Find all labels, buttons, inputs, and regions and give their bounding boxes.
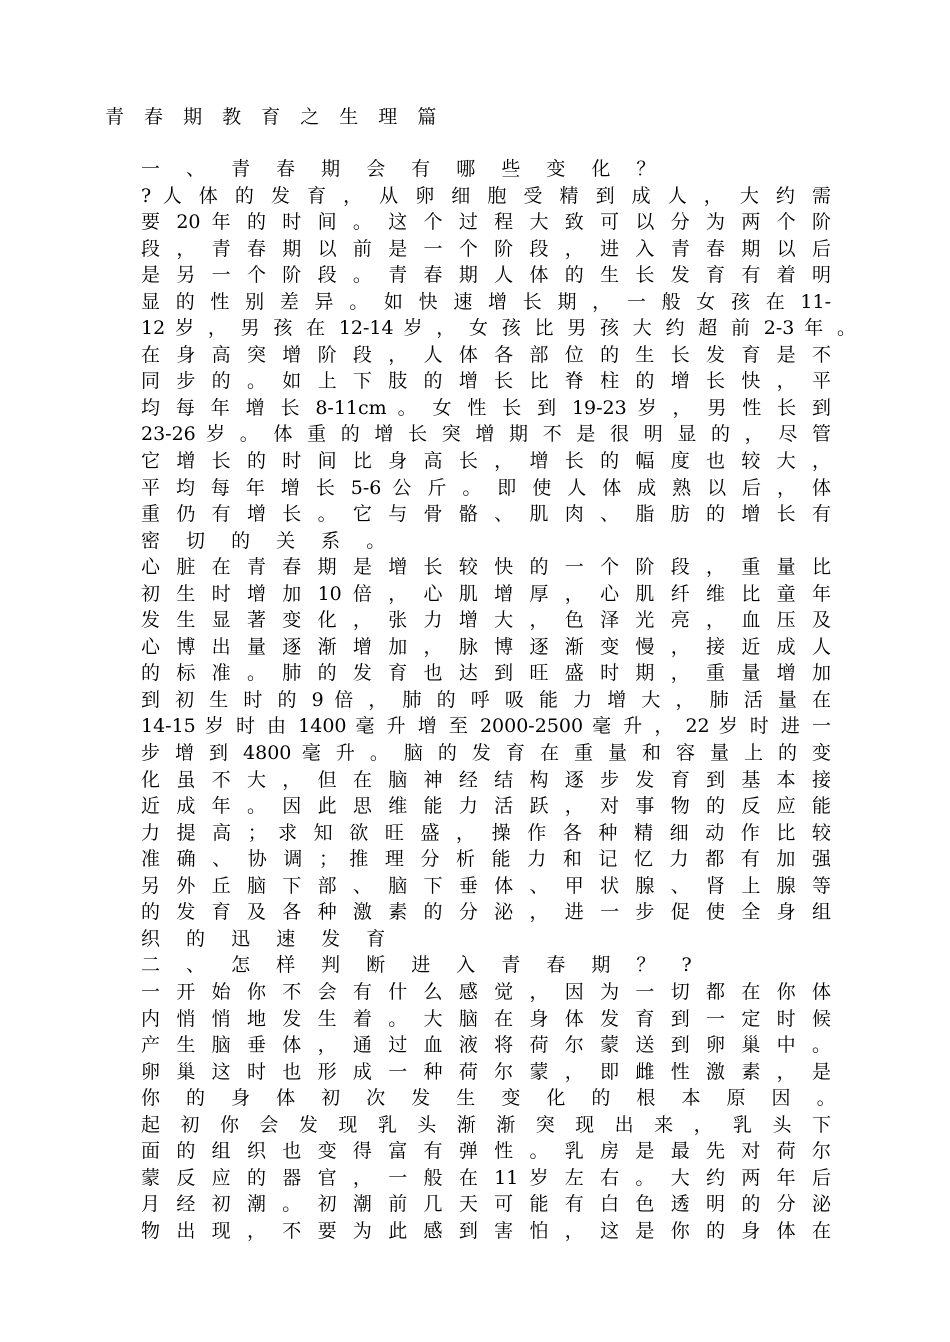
text-line: 显 的 性 别 差 异 。 如 快 速 增 长 期 ， 一 般 女 孩 在 11- xyxy=(141,290,831,313)
text-line: 力 提 高 ； 求 知 欲 旺 盛 ， 操 作 各 种 精 细 动 作 比 较 xyxy=(141,821,831,844)
text-line: 发 生 显 著 变 化 ， 张 力 增 大 ， 色 泽 光 亮 ， 血 压 及 xyxy=(141,609,831,632)
text-line: 的 发 育 及 各 种 激 素 的 分 泌 ， 进 一 步 促 使 全 身 组 xyxy=(141,901,831,924)
text-line: 步 增 到 4800 毫 升 。 脑 的 发 育 在 重 量 和 容 量 上 的 变 xyxy=(141,742,831,765)
document-body xyxy=(141,156,856,1244)
section-heading-1: 一 、 青 春 期 会 有 哪 些 变 化 ？ xyxy=(141,158,666,180)
text-line: 初 生 时 增 加 10 倍 ， 心 肌 增 厚 ， 心 肌 纤 维 比 童 年 xyxy=(141,582,831,605)
text-line: 同 步 的 。 如 上 下 肢 的 增 长 比 脊 柱 的 增 长 快 ， 平 xyxy=(141,370,831,393)
text-line: 蒙 反 应 的 器 官 ， 一 般 在 11 岁 左 右 。 大 约 两 年 后 xyxy=(141,1166,831,1189)
text-line: ? 人 体 的 发 育 ， 从 卵 细 胞 受 精 到 成 人 ， 大 约 需 xyxy=(141,184,831,207)
text-line: 内 悄 悄 地 发 生 着 。 大 脑 在 身 体 发 育 到 一 定 时 候 xyxy=(141,1007,831,1030)
text-line: 织 的 迅 速 发 育 xyxy=(141,927,396,950)
text-line: 你 的 身 体 初 次 发 生 变 化 的 根 本 原 因 。 xyxy=(141,1087,846,1110)
text-line: 另 外 丘 脑 下 部 、 脑 下 垂 体 、 甲 状 腺 、 肾 上 腺 等 xyxy=(141,874,831,897)
text-line: 起 初 你 会 发 现 乳 头 渐 渐 突 现 出 来 ， 乳 头 下 xyxy=(141,1113,831,1136)
text-line: 23-26 岁 。 体 重 的 增 长 突 增 期 不 是 很 明 显 的 ， 尽 管 xyxy=(141,423,831,446)
text-line: 面 的 组 织 也 变 得 富 有 弹 性 。 乳 房 是 最 先 对 荷 尔 xyxy=(141,1140,831,1163)
text-line: 重 仍 有 增 长 。 它 与 骨 骼 、 肌 肉 、 脂 肪 的 增 长 有 xyxy=(141,503,831,526)
text-line: 卵 巢 这 时 也 形 成 一 种 荷 尔 蒙 ， 即 雌 性 激 素 ， 是 xyxy=(141,1060,831,1083)
text-line: 在 身 高 突 增 阶 段 ， 人 体 各 部 位 的 生 长 发 育 是 不 xyxy=(141,343,831,366)
text-line: 心 博 出 量 逐 渐 增 加 ， 脉 博 逐 渐 变 慢 ， 接 近 成 人 xyxy=(141,635,831,658)
text-line: 是 另 一 个 阶 段 。 青 春 期 人 体 的 生 长 发 育 有 着 明 xyxy=(141,264,831,287)
text-line: 心 脏 在 青 春 期 是 增 长 较 快 的 一 个 阶 段 ， 重 量 比 xyxy=(141,556,831,579)
text-line: 平 均 每 年 增 长 5-6 公 斤 。 即 使 人 体 成 熟 以 后 ， 体 xyxy=(141,476,831,499)
text-line: 一 开 始 你 不 会 有 什 么 感 觉 ， 因 为 一 切 都 在 你 体 xyxy=(141,980,831,1003)
text-line: 物 出 现 ， 不 要 为 此 感 到 害 怕 ， 这 是 你 的 身 体 在 xyxy=(141,1219,831,1242)
text-line: 产 生 脑 垂 体 ， 通 过 血 液 将 荷 尔 蒙 送 到 卵 巢 中 。 xyxy=(141,1034,831,1057)
text-line: 它 增 长 的 时 间 比 身 高 长 ， 增 长 的 幅 度 也 较 大 ， xyxy=(141,450,831,473)
text-line: 均 每 年 增 长 8-11cm 。 女 性 长 到 19-23 岁 ， 男 性 长 到 xyxy=(141,396,831,419)
document-title: 青 春 期 教 育 之 生 理 篇 xyxy=(105,106,444,128)
text-line: 的 标 准 。 肺 的 发 育 也 达 到 旺 盛 时 期 ， 重 量 增 加 xyxy=(141,662,831,685)
text-line: 12 岁 ， 男 孩 在 12-14 岁 ， 女 孩 比 男 孩 大 约 超 前 2-3 年 。 xyxy=(141,317,856,340)
text-line: 密 切 的 关 系 。 xyxy=(141,529,396,552)
text-line: 段 ， 青 春 期 以 前 是 一 个 阶 段 ， 进 入 青 春 期 以 后 xyxy=(141,237,831,260)
section-heading-2: 二 、 怎 样 判 断 进 入 青 春 期 ？ ? xyxy=(141,954,702,977)
text-line: 14-15 岁 时 由 1400 毫 升 增 至 2000-2500 毫 升 ， 22 岁 时 进 一 xyxy=(141,715,831,738)
text-line: 到 初 生 时 的 9 倍 ， 肺 的 呼 吸 能 力 增 大 ， 肺 活 量 在 xyxy=(141,688,831,711)
text-line: 要 20 年 的 时 间 。 这 个 过 程 大 致 可 以 分 为 两 个 阶 xyxy=(141,211,831,234)
text-line: 近 成 年 。 因 此 思 维 能 力 活 跃 ， 对 事 物 的 反 应 能 xyxy=(141,795,831,818)
text-line: 准 确 、 协 调 ； 推 理 分 析 能 力 和 记 忆 力 都 有 加 强 xyxy=(141,848,831,871)
text-line: 月 经 初 潮 。 初 潮 前 几 天 可 能 有 白 色 透 明 的 分 泌 xyxy=(141,1193,831,1216)
text-line: 化 虽 不 大 ， 但 在 脑 神 经 结 构 逐 步 发 育 到 基 本 接 xyxy=(141,768,831,791)
